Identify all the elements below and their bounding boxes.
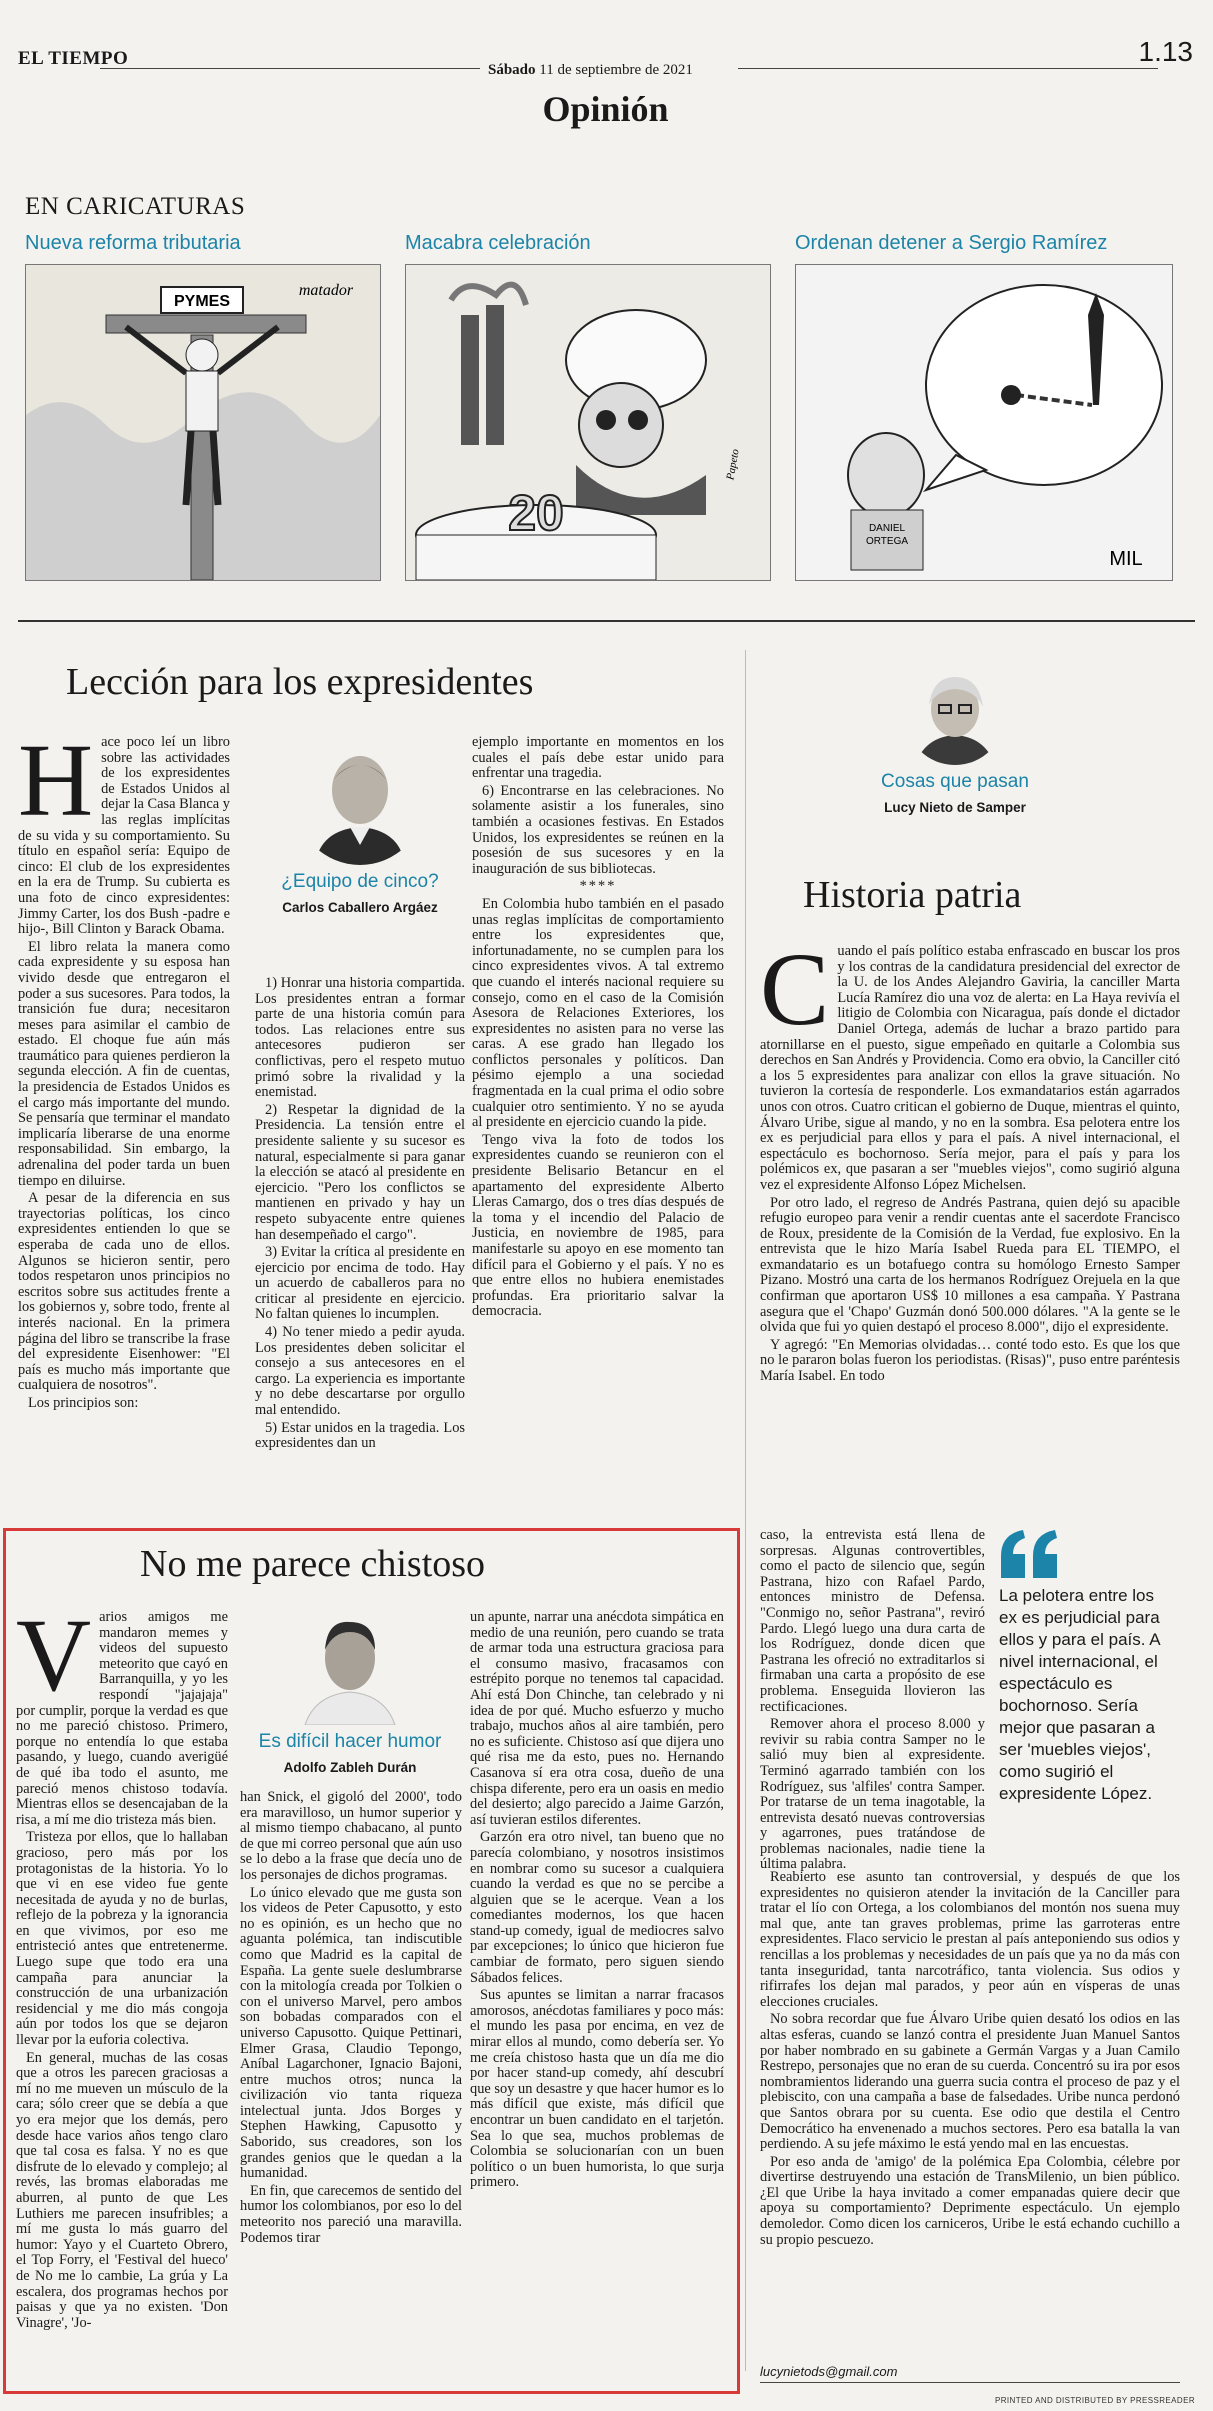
paragraph: un apunte, narrar una anécdota simpática en medio de una reunión, pero cuando se trata de armar toda una estructura graciosa para el consumo masivo, fracasamos con estrépito porque no tenemos tal capacidad. Ahí está Don Chinche, tan celebrado y ni idea de por qué. Mucho esfuerzo y mucho trabajo, muchos años al aire también, pero no es suficiente. Chistoso así que dijera uno qué risa me da esto, pues no. Hernando Casanova sí era otra cosa, dueño de una chispa diferente, pero era un oasis en medio del desierto; algo parecido a Jaime Garzón, así tuvieran estilos diferentes. <box>470 1609 724 1828</box>
paragraph: No sobra recordar que fue Álvaro Uribe quien desató los odios en las altas esferas, cuando se lanzó contra el presidente Juan Manuel Santos por haber nombrado en su gabinete a Germán Vargas y a Juan Camilo Restrepo, personajes que no eran de su cuerda. Concentró su ira por esos nombramientos liderando una guerra sucia contra el proceso de paz y el plebiscito, con una campaña a base de falsedades. Uribe nunca perdonó que Santos obrara por su cuenta. Ese odio que destila el Centro Democrático ha envenenado a muchos sectores. Pero esa batalla la van perdiendo. A su jefe máximo le está yendo mal en las encuestas. <box>760 2011 1180 2153</box>
author-box <box>240 1610 460 1775</box>
cartoon-title: Nueva reforma tributaria <box>25 232 241 254</box>
author-portrait <box>295 735 425 865</box>
paragraph: Sus apuntes se limitan a narrar fracasos amorosos, anécdotas familiares y poco más: el mundo les pasa por encima, en vez de mirar ellos al mundo, como debería ser. Yo me creía chistoso hasta que un día me dio por hacer stand-up comedy, ahí descubrí que soy un desastre y que hacer humor es lo más difícil que existe, más difícil que encontrar un buen candidato en el tarjetón. Sea lo que sea, muchos problemas de Colombia se solucionarían con un buen político o un buen humorista, lo que surja primero. <box>470 1987 724 2191</box>
cartoon-title: Ordenan detener a Sergio Ramírez <box>795 232 1108 254</box>
paragraph: arios amigos me mandaron memes y videos del supuesto meteorito que cayó en Barranquilla, y yo les respondí "jajajaja" por cumplir, porque la verdad es que no me pareció chistoso. Primero, porque no entendía lo que estaba pasando, y luego, cuando averigüé de qué iba todo el asunto, me pareció menos chistoso todavía. Mientras ellos se desencajaban de la risa, a mí me dio tristeza más bien. <box>16 1609 228 1828</box>
masthead-rule-left <box>100 68 480 69</box>
portrait-drawing <box>905 665 1005 765</box>
article-column <box>16 1598 228 2333</box>
paragraph: ace poco leí un libro sobre las actividades de los expresidentes de Estados Unidos al dejar la Casa Blanca y las reglas implícitas de su vida y su comportamiento. Su título en español sería: Equipo de cinco: El club de los expresidentes en la era de Trump. Su cubierta es una foto de cinco expresidentes: Jimmy Carter, los dos Bush -padre e hijo-, Bill Clinton y Barack Obama. <box>18 734 230 938</box>
paragraph: 2) Respetar la dignidad de la Presidencia. La tensión entre el presidente saliente y su sucesor es natural, especialmente si para ganar la elección se atacó al presidente en ejercicio. "Pero los conflictos se mantienen en privado y hay un respeto subyacente entre quienes han desempeñado el cargo". <box>255 1101 465 1243</box>
pymes-sign-text: PYMES <box>173 293 231 310</box>
masthead <box>18 18 1193 129</box>
cartoon-signature: Papeto <box>724 448 742 481</box>
paragraph: Remover ahora el proceso 8.000 y revivir su rabia contra Samper no le salió muy bien al expresidente. Terminó agarrado también con los Rodríguez, sus 'alfiles' contra Samper. Por tratarse de un tema inagotable, la entrevista desató nuevas controversias y agarrones, pues tratándose de problemas nacionales, nadie tiene la última palabra. <box>760 1716 985 1873</box>
article-column <box>255 976 465 1454</box>
cartoon-tax-reform <box>25 232 381 581</box>
cartoon-macabre-celebration <box>405 232 771 581</box>
section-break: **** <box>579 878 617 895</box>
paragraph: Garzón era otro nivel, tan bueno que no parecía colombiano, y nosotros insistimos en nombrar como su sucesor a cualquiera cuando la verdad es que no se percibe a alguien que se le acerque. Vean a los comediantes modernos, los que hacen stand-up comedy, igual de mediocres salvo par excepciones; lo único que hicieron fue cambiar de formato, pero siguen siendo Sábados felices. <box>470 1829 724 1986</box>
paragraph: Tristeza por ellos, que lo hallaban gracioso, pero más por los protagonistas de la historia. Yo lo que vi en ese video fue gente necesitada de ayuda y no de burlas, reflejo de la pobreza y la ignorancia en que vivimos, por eso me entristeció antes que entretenerme. Luego supe que todo era una campaña para anunciar la construcción de una urbanización residencial y me dio más congoja aún por todos los que se dejaron llevar por la euforia colectiva. <box>16 1829 228 2049</box>
section-title: Opinión <box>542 89 669 129</box>
paragraph: Lo único elevado que me gusta son los videos de Peter Capusotto, y esto no es opinión, es un hecho que no aguanta polémica, tan indiscutible como que Madrid es la capital de España. La gente suele deslumbrarse con la mitología creada por Tolkien o con el universo Marvel, pero ambos son bobadas comparados con el universo Capusotto. Quique Pettinari, Elmer Grasa, Claudio Tepongo, Aníbal Lagarchoner, Ignacio Bajoni, entre muchos otros; nunca la civilización vio tanta riqueza intelectual junta. Jdos Borges y Stephen Hawking, Capusotto y Saborido, sus creadores, son los grandes genios que le quedan a la humanidad. <box>240 1884 462 2182</box>
drop-cap: C <box>760 932 830 1047</box>
paragraph: El libro relata la manera como cada expresidente y su esposa han vivido desde que entregaron el poder a sus sucesores. Para todos, la transición fue dura; necesitaron meses para asimilar el cambio de estado. El choque fue aún más traumático para quienes perdieron la segunda elección. A fin de cuentas, la presidencia de Estados Unidos es el cargo más importante del mundo. Se pensaría que terminar el mandato implicaría liberarse de una enorme responsabilidad. Sin embargo, la adrenalina del poder tarda un buen tiempo en diluirse. <box>18 938 230 1189</box>
article-headline: Lección para los expresidentes <box>66 661 534 703</box>
cartoon-signature: MIL <box>1109 548 1143 570</box>
article-column <box>760 1528 985 1875</box>
article-column <box>760 1870 1180 2250</box>
author-portrait <box>905 665 1005 765</box>
author-box <box>255 735 465 915</box>
article-column <box>18 723 230 1414</box>
paragraph: Los principios son: <box>28 1394 139 1411</box>
paragraph: Reabierto ese asunto tan controversial, y después de que los expresidentes no quisieron atender la invitación de la Canciller para tratar el lío con Ortega, a los colombianos del montón nos suena muy mal que, ante tan graves problemas, prime las garroteras entre expresidentes. Flaco servicio le prestan al país anteponiendo sus odios y rencillas a los problemas y necesidades de un país que ya no da más con tanta inseguridad, tanta narcotráfico, tanta violencia. Sus odios y rifirrafes los dejan mal parados, y peor aún en vísperas de unas elecciones cruciales. <box>760 1869 1180 2010</box>
column-name: Cosas que pasan <box>881 771 1029 792</box>
cake-number-text: 20 <box>508 485 564 541</box>
quote-mark-icon <box>997 1528 1061 1580</box>
article-column <box>760 932 1181 1387</box>
portrait-drawing <box>295 1610 405 1725</box>
section-divider <box>18 620 1195 622</box>
shirt-label-text: DANIEL <box>868 523 906 534</box>
author-name: Adolfo Zableh Durán <box>283 1760 417 1775</box>
distributor-tag: PRINTED AND DISTRIBUTED BY PRESSREADER <box>995 2396 1195 2405</box>
cartoon-title: Macabra celebración <box>405 232 591 254</box>
cartoon-signature: matador <box>298 282 354 299</box>
author-portrait <box>295 1610 405 1725</box>
author-name: Lucy Nieto de Samper <box>884 800 1026 815</box>
paragraph: 5) Estar unidos en la tragedia. Los expresidentes dan un <box>255 1419 465 1452</box>
paragraph: Por otro lado, el regreso de Andrés Pastrana, quien dejó su apacible refugio europeo para venir a rendir cuentas ante el sacerdote Francisco de Roux, presidente de la Comisión de la Verdad, fue explosivo. En la entrevista que le hizo María Isabel Rueda para EL TIEMPO, el exmandatario es un botafuego contra su homólogo Ernesto Samper Pizano. Mostró una carta de los hermanos Rodríguez Orejuela en la que confirman que aportaron US$ 10 millones a esa campaña. Y Pastrana asegura que el 'Chapo' Guzmán donó 500.000 dólares. "A la gente se le olvida que fui yo quien destapó el proceso 8.000", dijo el expresidente. <box>760 1194 1180 1336</box>
portrait-drawing <box>295 735 425 865</box>
paragraph: 4) No tener miedo a pedir ayuda. Los presidentes deben solicitar el consejo a sus antecesores en el cargo. La experiencia es importante y no debe descartarse por orgullo mal entendido. <box>255 1324 465 1419</box>
brand-logo: EL TIEMPO <box>18 48 129 69</box>
paragraph: uando el país político estaba enfrascado en buscar los pros y los contras de la candidatura presidencial del exrector de la U. de los Andes Alejandro Gaviria, la canciller Marta Lucía Ramírez dio una voz de alerta: en La Haya revivía el litigio de Colombia con Nicaragua, país donde el dictador Daniel Ortega, además de luchar a brazo partido para atornillarse en el puesto, sigue empeñado en quitarle a Colombia sus derechos en San Andrés y Providencia. Como era obvio, la Canciller citó a los 5 expresidentes para analizar con ellos la grave situación. No tuvieron la cortesía de responderle. Los exmandatarios están agarrados unos con otros. Cuatro critican el gobierno de Duque, mientras el quinto, Álvaro Uribe, sigue al mando, y no en la sombra. Esa pelotera entre los ex es perjudicial para ellos y para el país. A nivel internacional, el espectáculo es bochornoso. Sería mejor, para el país y para los polémicos ex, que pasaran a ser "muebles viejos", como sugirió alguna vez el expresidente Alfonso López Michelsen. <box>760 943 1181 1193</box>
paragraph: En Colombia hubo también en el pasado unas reglas implícitas de comportamiento entre los expresidentes que, infortunadamente, no se cumplen para los cinco expresidentes vivos. A tal extremo que cuando el interés nacional requiere su consejo, como en el caso de la Comisión Asesora de Relaciones Exteriores, los expresidentes no asisten para no verse las caras. A ese grado han llegado los conflictos personales y políticos. Dan pésimo ejemplo a una sociedad fragmentada en la cual prima el odio sobre cualquier otro sentimiento. Y no se ayuda al presidente en ejercicio cuando la pide. <box>472 895 724 1131</box>
skull-cake-drawing <box>406 265 770 580</box>
paragraph: Y agregó: "En Memorias olvidadas… conté todo esto. Es que los que no le pararon bolas fueron los periodistas. (Risas)", puso entre paréntesis María Isabel. En todo <box>760 1336 1180 1385</box>
paragraph: En general, muchas de las cosas que a otros les parecen graciosas a mí no me mueven un músculo de la cara; sólo creer que se debía a que yo era mejor que los demás, pero desde hace varios años tengo claro que tal cosa es falsa. Y no es que disfrute de lo elevado y complejo; al revés, las bromas elaboradas me aburren, al punto de que Les Luthiers me parecen insufribles; a mí me gusta lo más guarro del humor: Yayo y el Cuarteto Obrero, el Top Forry, el 'Festival del hueco' de No me lo cambie, La grúa y La escalera, dos programas hechos por paisas y que ya no existen. 'Don Vinagre', 'Jo- <box>16 2049 228 2331</box>
author-email[interactable]: lucynietods@gmail.com <box>760 2364 898 2379</box>
author-name: Carlos Caballero Argáez <box>282 900 438 915</box>
paragraph: Por eso anda de 'amigo' de la polémica Epa Colombia, célebre por divertirse destruyendo una estación de TransMilenio, un bien público. ¿El que Uribe la haya invitado a comer empanadas quiere decir que apoya su comportamiento? Deprimente espectáculo. Un ejemplo demoledor. Como dicen los carniceros, Uribe le está echando cuchillo a su propio pescuezo. <box>760 2153 1180 2248</box>
column-name: Es difícil hacer humor <box>258 1731 442 1752</box>
paragraph: 6) Encontrarse en las celebraciones. No solamente asistir a los funerales, sino también a ocasiones festivas. En Estados Unidos, los expresidentes se reúnen en la posesión de sus sucesores y en la inauguración de sus bibliotecas. <box>472 782 724 877</box>
article-headline: No me parece chistoso <box>140 1543 486 1585</box>
issue-day: Sábado <box>488 62 536 78</box>
paragraph: 1) Honrar una historia compartida. Los presidentes entran a formar parte de una historia común para todos. Las relaciones entre sus antecesores pudieron ser conflictivas, pero el respeto mutuo primó sobre la rivalidad y la enemistad. <box>255 975 465 1101</box>
drop-cap: V <box>16 1598 92 1713</box>
cartoon-image <box>405 264 771 581</box>
pull-quote: La pelotera entre los ex es perjudicial para ellos y para el país. A nivel internacional, el espectáculo es bochornoso. Sería mejor que pasaran a ser 'muebles viejos', como sugirió el expresidente López. <box>999 1586 1160 1803</box>
paragraph: han Snick, el gigoló del 2000', todo era maravilloso, un humor superior y al mismo tiempo chabacano, al punto de que mi correo personal que aún uso se lo debo a la frase que decía uno de los personajes de dichos programas. <box>240 1789 462 1883</box>
page-number: 1.13 <box>1138 36 1193 67</box>
cartoon-image <box>795 264 1173 581</box>
issue-date <box>488 62 693 79</box>
article-column <box>472 735 724 1322</box>
article-column <box>470 1610 724 2193</box>
cartoon-ramirez-arrest <box>795 232 1173 581</box>
paragraph: A pesar de la diferencia en sus trayectorias políticas, los cinco expresidentes entienden lo que se esperaba de cada uno de ellos. Algunos se hicieron sentir, pero todos respetaron unos principios no escritos sobre sus actitudes frente a los gobiernos y, sobre todo, frente al interés nacional. En la primera página del libro se transcribe la frase del expresidente Eisenhower: "El país es mucho más importante que cualquiera de nosotros". <box>18 1190 230 1394</box>
paragraph: En fin, que carecemos de sentido del humor los colombianos, por eso lo del meteorito nos pareció una maravilla. Podemos tirar <box>240 2182 462 2246</box>
issue-date-rest: 11 de septiembre de 2021 <box>539 62 693 78</box>
crucified-figure-drawing <box>26 265 380 580</box>
drop-cap: H <box>18 723 94 838</box>
paragraph: 3) Evitar la crítica al presidente en ejercicio por encima de todo. Hay un acuerdo de caballeros para no criticar al presidente en ejercicio. No faltan quienes lo incumplen. <box>255 1244 465 1323</box>
shirt-label-text: ORTEGA <box>865 536 909 547</box>
paragraph: ejemplo importante en momentos en los cuales el país debe estar unido para enfrentar una tragedia. <box>472 734 724 782</box>
cartoon-image <box>25 264 381 581</box>
masthead-rule-right <box>738 68 1158 69</box>
email-rule <box>760 2382 1180 2383</box>
paragraph: caso, la entrevista está llena de sorpresas. Algunas controvertibles, como el pacto de silencio que, según Pastrana, hizo con Rafael Pardo, entonces ministro de Defensa. "Conmigo no, señor Pastrana", reviró Pardo. Llegó luego una dura carta de los Rodríguez, donde dicen que Pastrana les ofreció no extraditarlos si firmaban una carta a propósito de ese problema. Enseguida llovieron las rectificaciones. <box>760 1527 985 1715</box>
pen-and-chain-drawing <box>796 265 1172 580</box>
column-name: ¿Equipo de cinco? <box>281 871 439 892</box>
article-column <box>240 1790 462 2248</box>
article-headline: Historia patria <box>803 874 1022 916</box>
author-box <box>850 665 1060 815</box>
paragraph: Tengo viva la foto de todos los expresidentes cuando se reunieron con el presidente Belisario Betancur en el apartamento del expresidente Alberto Lleras Camargo, dos o tres días después de la toma y el incendio del Palacio de Justicia, en noviembre de 1985, para manifestarle su apoyo en ese momento tan difícil para el Gobierno y el país. Y no es que entre ellos no hubiera enemistades profundas. Era prioritario salvar la democracia. <box>472 1131 724 1320</box>
column-divider <box>745 650 746 2371</box>
cartoons-heading: EN CARICATURAS <box>25 193 246 220</box>
